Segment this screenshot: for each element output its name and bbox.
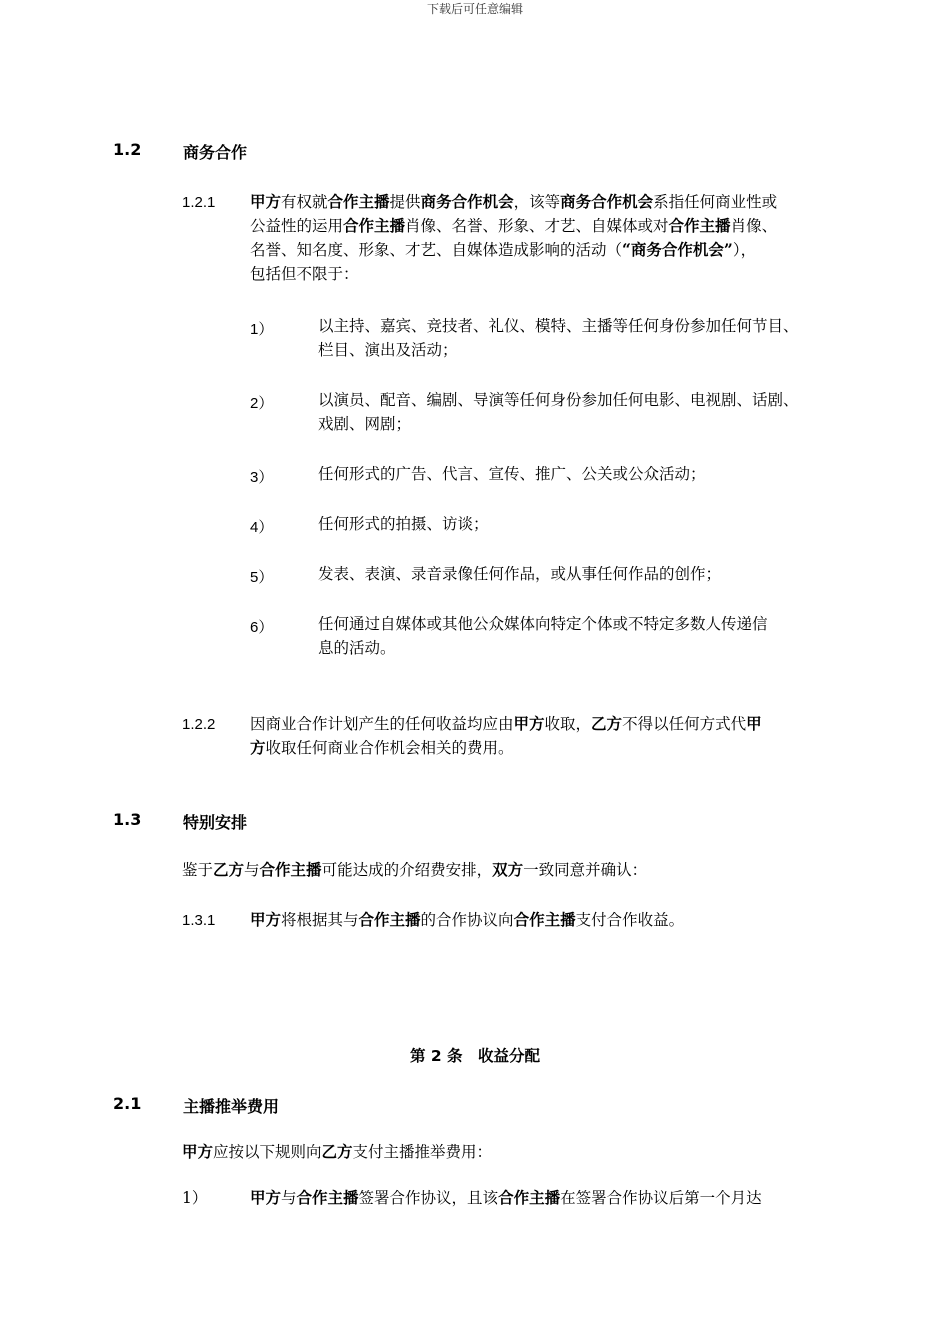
section-2-1-item-1-text: 甲方与合作主播签署合作协议，且该合作主播在签署合作协议后第一个月达 [250,1188,762,1207]
list-item-6-line-1: 任何通过自媒体或其他公众媒体向特定个体或不特定多数人传递信 [318,615,768,633]
list-item-2-number: 2） [250,395,274,412]
list-item-4-line-1: 任何形式的拍摄、访谈； [318,515,489,533]
clause-1-2-1-line-3: 名誉、知名度、形象、才艺、自媒体造成影响的活动（“商务合作机会”）， [250,240,757,259]
clause-1-3-1-text: 甲方将根据其与合作主播的合作协议向合作主播支付合作收益。 [250,910,685,929]
list-item-5-line-1: 发表、表演、录音录像任何作品，或从事任何作品的创作； [318,565,722,583]
section-1-2-title: 商务合作 [183,143,248,162]
clause-1-2-2-line-1: 因商业合作计划产生的任何收益均应由甲方收取，乙方不得以任何方式代甲 [250,714,762,733]
list-item-6-number: 6） [250,619,274,636]
list-item-5-number: 5） [250,569,274,586]
section-1-3-number: 1.3 [113,810,142,829]
section-1-2-number: 1.2 [113,140,142,159]
clause-1-2-2-line-2: 方收取任何商业合作机会相关的费用。 [250,738,514,757]
section-2-1-item-1-number: 1） [182,1189,208,1207]
clause-1-2-1-line-1: 甲方有权就合作主播提供商务合作机会，该等商务合作机会系指任何商业性或 [250,192,778,211]
section-2-1-number: 2.1 [113,1094,142,1113]
clause-1-2-1-line-4: 包括但不限于： [250,265,359,283]
clause-1-2-2-number: 1.2.2 [182,716,216,733]
list-item-4-number: 4） [250,519,274,536]
section-2-1-title: 主播推举费用 [183,1097,280,1116]
section-2-1-intro: 甲方应按以下规则向乙方支付主播推举费用： [182,1142,493,1161]
list-item-3-number: 3） [250,469,274,486]
page-header-note: 下载后可任意编辑 [426,2,523,16]
list-item-2-line-2: 戏剧、网剧； [318,415,412,433]
section-1-3-title: 特别安排 [183,813,248,832]
list-item-1-number: 1） [250,321,274,338]
list-item-2-line-1: 以演员、配音、编剧、导演等任何身份参加任何电影、电视剧、话剧、 [318,391,799,409]
clause-1-2-1-line-2: 公益性的运用合作主播肖像、名誉、形象、才艺、自媒体或对合作主播肖像、 [250,216,778,235]
list-item-1-line-2: 栏目、演出及活动； [318,341,458,359]
list-item-3-line-1: 任何形式的广告、代言、宣传、推广、公关或公众活动； [318,465,706,483]
clause-1-3-1-number: 1.3.1 [182,912,216,929]
list-item-6-line-2: 息的活动。 [318,639,396,657]
section-1-3-intro: 鉴于乙方与合作主播可能达成的介绍费安排，双方一致同意并确认： [182,860,648,879]
list-item-1-line-1: 以主持、嘉宾、竞技者、礼仪、模特、主播等任何身份参加任何节目、 [318,317,799,335]
article-2-title: 第 2 条 收益分配 [409,1047,541,1065]
clause-1-2-1-number: 1.2.1 [182,194,216,211]
